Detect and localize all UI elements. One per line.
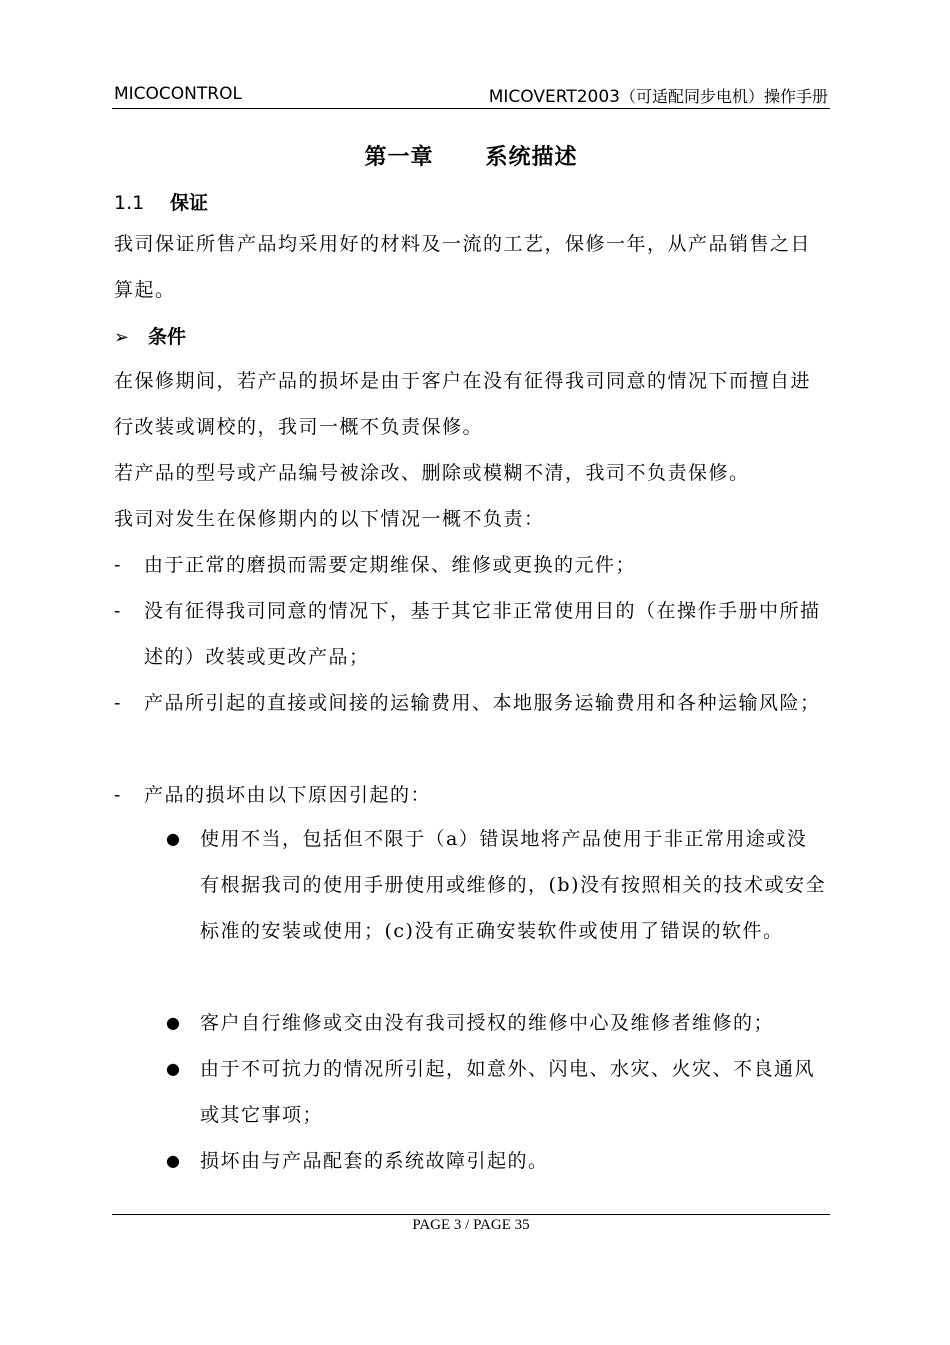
list-item <box>114 588 826 680</box>
dash-marker: - <box>114 784 122 806</box>
bullet-item-text: 客户自行维修或交由没有我司授权的维修中心及维修者维修的； <box>200 1012 775 1034</box>
bullet-item <box>166 816 826 954</box>
conditions-paragraph-3: 我司对发生在保修期内的以下情况一概不负责： <box>114 508 545 530</box>
section-heading <box>114 188 208 215</box>
intro-paragraph: 我司保证所售产品均采用好的材料及一流的工艺，保修一年，从产品销售之日算起。 <box>114 233 812 301</box>
list-item <box>114 680 826 726</box>
list-item <box>114 772 826 818</box>
bullet-item-text: 损坏由与产品配套的系统故障引起的。 <box>200 1150 549 1172</box>
page-header <box>112 82 830 109</box>
list-item-text: 产品的损坏由以下原因引起的： <box>144 784 432 806</box>
bullet-item <box>166 1138 826 1184</box>
section-title: 保证 <box>170 192 209 214</box>
bullet-dot-icon: ● <box>166 1059 182 1078</box>
conditions-heading <box>114 322 186 349</box>
conditions-paragraph-1: 在保修期间，若产品的损坏是由于客户在没有征得我司同意的情况下而擅自进行改装或调校的，我司一概不负责保修。 <box>114 370 812 438</box>
list-item-text: 没有征得我司同意的情况下，基于其它非正常使用目的（在操作手册中所描述的）改装或更改产品； <box>144 600 821 668</box>
list-item <box>114 542 826 588</box>
arrow-bullet-icon: ➢ <box>114 327 130 348</box>
conditions-paragraph-2: 若产品的型号或产品编号被涂改、删除或模糊不清，我司不负责保修。 <box>114 462 750 484</box>
chapter-title: 第一章 系统描述 <box>364 145 578 170</box>
header-manual-title <box>489 84 828 107</box>
bullet-item <box>166 1000 826 1046</box>
bullet-dot-icon: ● <box>166 1151 182 1170</box>
header-company: MICOCONTROL <box>114 84 242 104</box>
bullet-item-text: 使用不当，包括但不限于（a）错误地将产品使用于非正常用途或没有根据我司的使用手册使用或维修的，(b)没有按照相关的技术或安全标准的安装或使用；(c)没有正确安装软件或使用了错误的软件。 <box>200 828 826 942</box>
bullet-dot-icon: ● <box>166 829 182 848</box>
section-number: 1.1 <box>114 192 145 214</box>
dash-marker: - <box>114 600 122 622</box>
bullet-item-text: 由于不可抗力的情况所引起，如意外、闪电、水灾、火灾、不良通风或其它事项； <box>200 1058 816 1126</box>
dash-marker: - <box>114 554 122 576</box>
conditions-title: 条件 <box>148 326 187 348</box>
bullet-item <box>166 1046 826 1138</box>
list-item-text: 由于正常的磨损而需要定期维保、维修或更换的元件； <box>144 554 637 576</box>
list-item-text: 产品所引起的直接或间接的运输费用、本地服务运输费用和各种运输风险； <box>144 692 821 714</box>
header-model: MICOVERT2003 <box>488 87 620 107</box>
page-footer: PAGE 3 / PAGE 35 <box>112 1214 830 1234</box>
header-description: （可适配同步电机）操作手册 <box>619 87 828 106</box>
dash-marker: - <box>114 692 122 714</box>
bullet-dot-icon: ● <box>166 1013 182 1032</box>
